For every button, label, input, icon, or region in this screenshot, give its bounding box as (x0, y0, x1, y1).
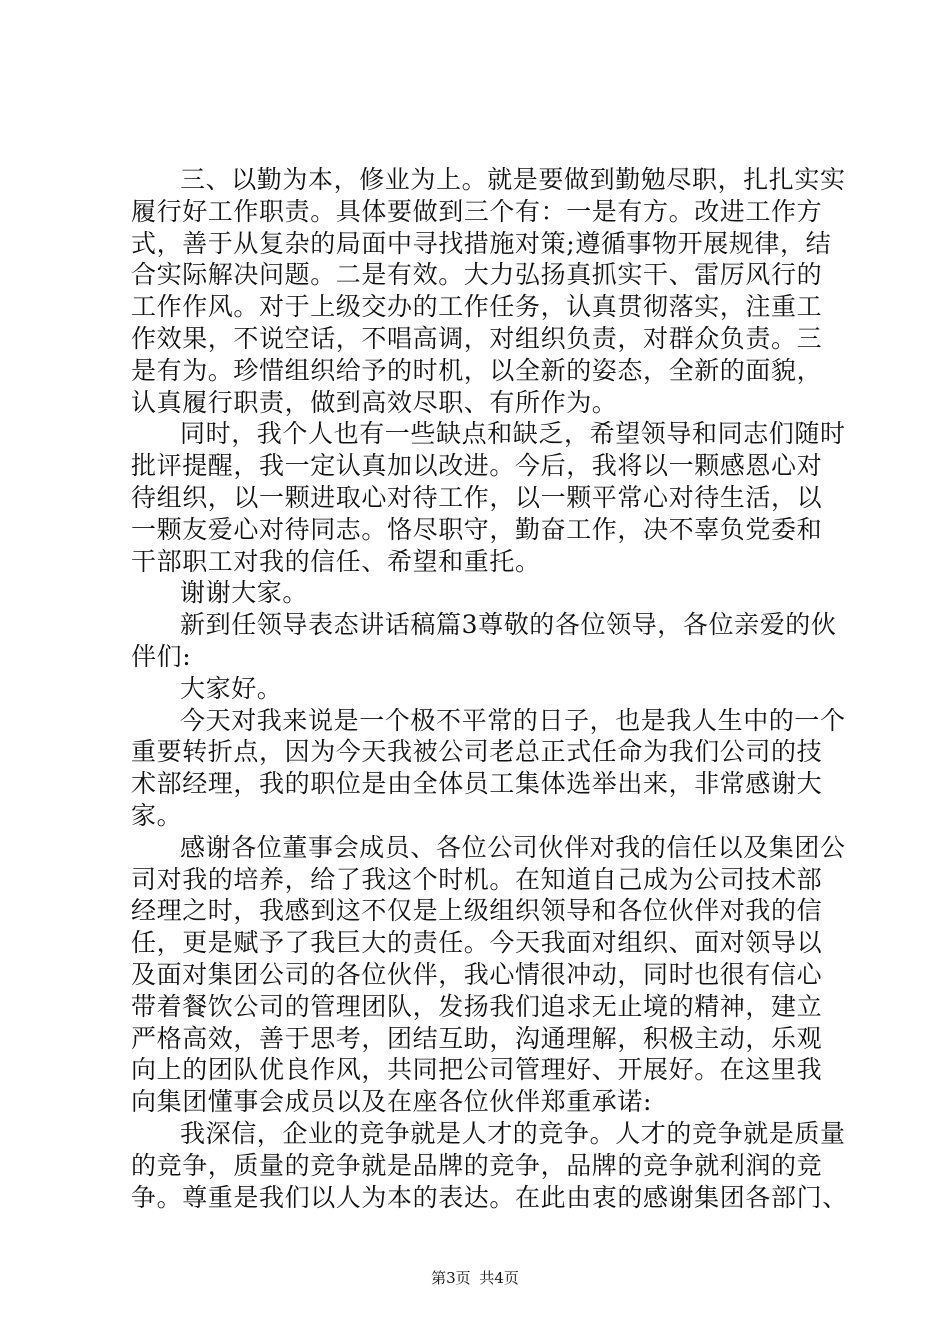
text-line: 三、以勤为本，修业为上。就是要做到勤勉尽职，扎扎实实 (180, 165, 846, 194)
text-line: 同时，我个人也有一些缺点和缺乏，希望领导和同志们随时 (180, 419, 846, 449)
text-line: 新到任领导表态讲话稿篇3尊敬的各位领导，各位亲爱的伙 (180, 610, 837, 640)
text-line: 合实际解决问题。二是有效。大力弘扬真抓实干、雷厉风行的 (131, 260, 823, 290)
text-line: 术部经理，我的职位是由全体员工集体选举出来，非常感谢大 (131, 769, 823, 799)
text-line: 履行好工作职责。具体要做到三个有：一是有方。改进工作方 (131, 196, 823, 226)
text-line: 严格高效，善于思考，团结互助，沟通理解，积极主动，乐观 (131, 1023, 823, 1053)
text-line: 工作作风。对于上级交办的工作任务，认真贯彻落实，注重工 (131, 292, 823, 322)
text-line: 向集团懂事会成员以及在座各位伙伴郑重承诺: (131, 1087, 653, 1117)
text-line: 批评提醒，我一定认真加以改进。今后，我将以一颗感恩心对 (131, 451, 823, 481)
text-line: 伴们: (131, 641, 192, 671)
page-number: 第3页 (431, 1269, 471, 1287)
text-line: 家。 (131, 800, 183, 830)
text-line: 带着餐饮公司的管理团队，发扬我们追求无止境的精神，建立 (131, 991, 823, 1021)
text-line: 认真履行职责，做到高效尽职、有所作为。 (131, 387, 618, 417)
text-line: 大家好。 (180, 673, 283, 703)
page-footer (0, 1268, 950, 1288)
text-line: 是有为。珍惜组织给予的时机，以全新的姿态，全新的面貌， (131, 355, 823, 385)
text-line: 感谢各位董事会成员、各位公司伙伴对我的信任以及集团公 (180, 832, 846, 862)
text-line: 的竞争，质量的竞争就是品牌的竞争，品牌的竞争就利润的竞 (131, 1150, 823, 1180)
document-body (131, 164, 848, 1213)
text-line: 今天对我来说是一个极不平常的日子，也是我人生中的一个 (180, 705, 846, 735)
text-line: 待组织，以一颗进取心对待工作，以一颗平常心对待生活，以 (131, 482, 823, 512)
text-line: 争。尊重是我们以人为本的表达。在此由衷的感谢集团各部门、 (131, 1182, 848, 1212)
text-line: 作效果，不说空话，不唱高调，对组织负责，对群众负责。三 (131, 323, 823, 353)
text-line: 干部职工对我的信任、希望和重托。 (131, 546, 541, 576)
text-line: 司对我的培养，给了我这个时机。在知道自己成为公司技术部 (131, 864, 823, 894)
text-line: 经理之时，我感到这不仅是上级组织领导和各位伙伴对我的信 (131, 896, 823, 926)
text-line: 我深信，企业的竞争就是人才的竞争。人才的竞争就是质量 (180, 1118, 846, 1148)
text-line: 任，更是赋予了我巨大的责任。今天我面对组织、面对领导以 (131, 928, 823, 958)
text-line: 重要转折点，因为今天我被公司老总正式任命为我们公司的技 (131, 737, 823, 767)
text-line: 谢谢大家。 (180, 578, 309, 608)
text-line: 向上的团队优良作风，共同把公司管理好、开展好。在这里我 (131, 1055, 823, 1085)
text-line: 式，善于从复杂的局面中寻找措施对策;遵循事物开展规律，结 (131, 228, 832, 258)
text-line: 一颗友爱心对待同志。恪尽职守，勤奋工作，决不辜负党委和 (131, 514, 823, 544)
text-line: 及面对集团公司的各位伙伴，我心情很冲动，同时也很有信心 (131, 959, 823, 989)
page-total: 共4页 (479, 1269, 519, 1287)
